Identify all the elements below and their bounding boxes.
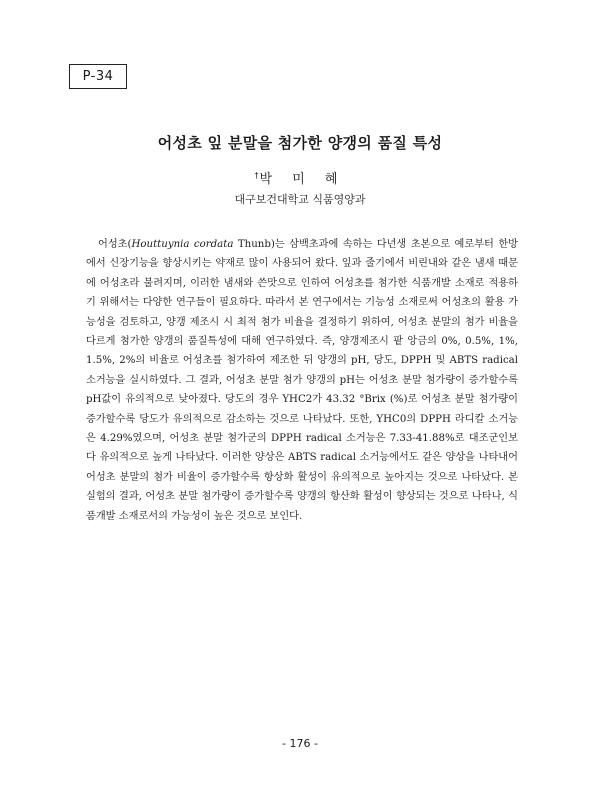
poster-code-box: P-34 xyxy=(69,64,127,89)
affiliation: 대구보건대학교 식품영양과 xyxy=(234,193,366,206)
paper-title: 어성초 잎 분말을 첨가한 양갱의 품질 특성 xyxy=(157,134,443,152)
abstract-body xyxy=(86,235,518,526)
corresponding-author-mark: † xyxy=(254,170,259,180)
abstract-lead: 어성초( xyxy=(98,239,132,250)
scientific-name: Houttuynia cordata xyxy=(131,239,234,250)
author-line xyxy=(0,168,600,187)
abstract-text: Thunb)는 삼백초과에 속하는 다년생 초본으로 예로부터 한방에서 신장기능을 향상시키는 약재로 많이 사용되어 왔다. 잎과 줄기에서 비린내와 같은 냄새 때문에 어성초라 불려지며, 이러한 냄새와 쓴맛으로 인하여 어성초를 첨가한 식품개발 소재로 적용하기 위해서는 다양한 연구들이 필요하다. 따라서 본 연구에서는 기능성 소재로써 어성초의 활용 가능성을 검토하고, 양갱 제조시 시 최적 첨가 비율을 결정하기 위하여, 어성초 분말의 첨가 비율을 다르게 첨가한 양갱의 품질특성에 대해 연구하였다. 즉, 양갱제조시 팥 앙금의 0%, 0.5%, 1%, 1.5%, 2%의 비율로 어성초를 첨가하여 제조한 뒤 양갱의 pH, 당도, DPPH 및 ABTS radical 소거능을 실시하였다. 그 결과, 어성초 분말 첨가 양갱의 pH는 어성초 분말 첨가량이 증가할수록 pH값이 유의적으로 낮아졌다. 당도의 경우 YHC2가 43.32 °Brix (%)로 어성초 분말 첨가량이 증가할수록 당도가 유의적으로 감소하는 것으로 나타났다. 또한, YHC0의 DPPH 라디칼 소거능은 4.29%였으며, 어성초 분말 첨가군의 DPPH radical 소거능은 7.33-41.88%로 대조군인보다 유의적으로 높게 나타났다. 이러한 양상은 ABTS radical 소거능에서도 같은 양상을 나타내어 어성초 분말의 첨가 비율이 증가할수록 항상화 활성이 유의적으로 높아지는 것으로 나타났다. 본 실험의 결과, 어성초 분말 첨가량이 증가할수록 양갱의 항산화 활성이 향상되는 것으로 나타나, 식품개발 소재로서의 가능성이 높은 것으로 보인다. xyxy=(86,239,519,522)
author-name: 박 미 혜 xyxy=(259,172,346,187)
page-number: - 176 - xyxy=(282,737,318,750)
